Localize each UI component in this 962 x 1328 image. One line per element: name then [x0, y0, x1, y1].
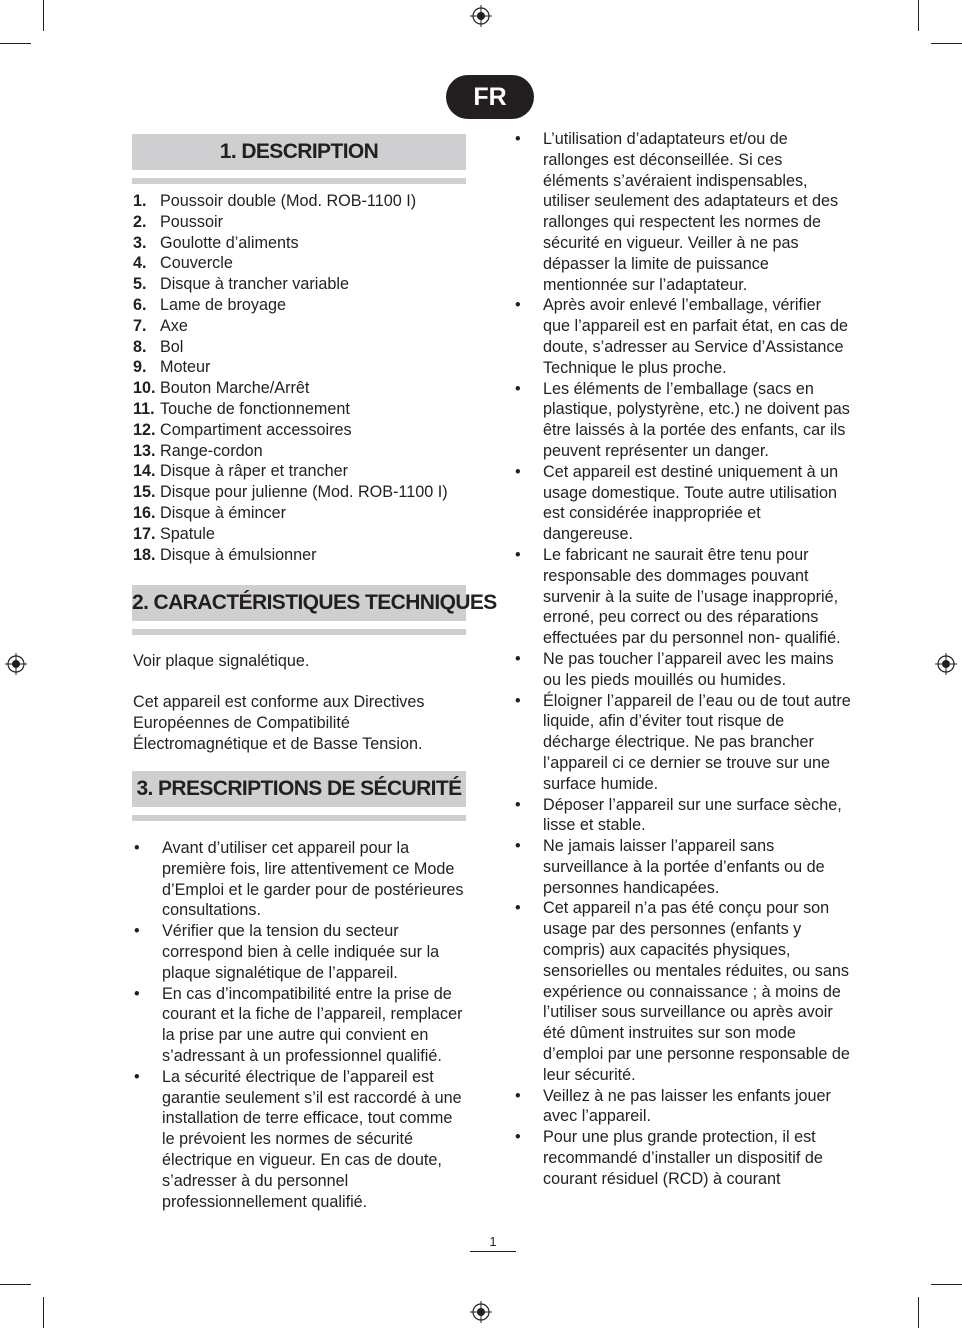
list-item: • Veillez à ne pas laisser les enfants jouer avec l’appareil.	[514, 1086, 851, 1128]
crop-mark	[43, 0, 44, 31]
list-item: 14. Disque à râper et trancher	[133, 462, 349, 481]
list-item: • Le fabricant ne saurait être tenu pour responsable des dommages pouvant survenir à la suite de l’usage inapproprié, erroné, peu correct ou des réparations effectuées par du personnel non- qualifié.	[514, 545, 851, 649]
list-item: 13. Range-cordon	[133, 441, 263, 460]
registration-mark-icon	[470, 1301, 492, 1323]
section-rule	[132, 178, 466, 184]
crop-mark	[0, 43, 31, 44]
list-item: 16. Disque à émincer	[133, 503, 286, 522]
list-item: 9. Moteur	[133, 358, 211, 377]
page-number: 1	[489, 1234, 497, 1249]
crop-mark	[931, 1284, 962, 1285]
list-item: 3. Goulotte d’aliments	[133, 233, 299, 252]
list-item: • Ne pas toucher l’appareil avec les mains ou les pieds mouillés ou humides.	[514, 649, 851, 691]
section-rule	[132, 629, 466, 635]
section-rule	[132, 815, 466, 821]
list-item: • Vérifier que la tension du secteur correspond bien à celle indiquée sur la plaque signalétique de l’appareil.	[133, 921, 465, 983]
list-item: • Pour une plus grande protection, il est recommandé d’installer un dispositif de courant résiduel (RCD) à courant	[514, 1127, 851, 1189]
list-item: • Ne jamais laisser l’appareil sans surveillance à la portée d’enfants ou de personnes handicapées.	[514, 836, 851, 898]
crop-mark	[918, 1297, 919, 1328]
technical-conformity-note: Cet appareil est conforme aux Directives Européennes de Compatibilité Électromagnétique et de Basse Tension.	[133, 693, 425, 753]
safety-list-right	[514, 129, 851, 1190]
list-item: 15. Disque pour julienne (Mod. ROB-1100 I)	[133, 483, 448, 502]
list-item: • Les éléments de l’emballage (sacs en plastique, polystyrène, etc.) ne doivent pas être laissés à la portée des enfants, car ils peuvent représenter un danger.	[514, 379, 851, 462]
registration-mark-icon	[470, 5, 492, 27]
list-item: 2. Poussoir	[133, 212, 223, 231]
registration-mark-icon	[5, 653, 27, 675]
list-item: 4. Couvercle	[133, 254, 233, 273]
list-item: 7. Axe	[133, 316, 188, 335]
list-item: 8. Bol	[133, 337, 184, 356]
list-item: 6. Lame de broyage	[133, 295, 286, 314]
crop-mark	[0, 1284, 31, 1285]
list-item: 17. Spatule	[133, 524, 215, 543]
list-item: • L’utilisation d’adaptateurs et/ou de rallonges est déconseillée. Si ces éléments s’avéraient indispensables, utiliser seulement des adaptateurs et des rallonges qui respectent les normes de sécurité en vigueur. Veiller à ne pas dépasser la limite de puissance mentionnée sur l’adaptateur.	[514, 129, 851, 295]
section-heading-description: 1. DESCRIPTION	[132, 134, 466, 170]
language-badge: FR	[446, 75, 534, 119]
list-item: 18. Disque à émulsionner	[133, 545, 317, 564]
list-item: 12. Compartiment accessoires	[133, 420, 352, 439]
list-item: • Cet appareil est destiné uniquement à un usage domestique. Toute autre utilisation est considérée inappropriée et dangereuse.	[514, 462, 851, 545]
crop-mark	[931, 43, 962, 44]
technical-plate-note: Voir plaque signalétique.	[133, 652, 310, 670]
list-item: • Déposer l’appareil sur une surface sèche, lisse et stable.	[514, 795, 851, 837]
section-heading-safety: 3. PRESCRIPTIONS DE SÉCURITÉ	[132, 771, 466, 807]
description-list	[133, 191, 473, 565]
safety-list-left	[133, 838, 465, 1212]
list-item: • Après avoir enlevé l’emballage, vérifier que l’appareil est en parfait état, en cas de doute, s’adresser au Service d’Assistance Technique le plus proche.	[514, 295, 851, 378]
page-number-rule	[470, 1251, 516, 1252]
list-item: 5. Disque à trancher variable	[133, 275, 349, 294]
crop-mark	[918, 0, 919, 31]
list-item: 11. Touche de fonctionnement	[133, 399, 350, 418]
list-item: • La sécurité électrique de l’appareil est garantie seulement s’il est raccordé à une installation de terre efficace, tout comme le prévoient les normes de sécurité électrique en vigueur. En cas de doute, s’adresser à du personnel professionnellement qualifié.	[133, 1067, 465, 1213]
crop-mark	[43, 1297, 44, 1328]
list-item: • Éloigner l’appareil de l’eau ou de tout autre liquide, afin d’éviter tout risque de décharge électrique. Ne pas brancher l’appareil ci ce dernier se trouve sur une surface humide.	[514, 691, 851, 795]
list-item: 1. Poussoir double (Mod. ROB-1100 I)	[133, 192, 417, 210]
list-item: • Avant d’utiliser cet appareil pour la première fois, lire attentivement ce Mode d’Emploi et le garder pour de postérieures consultations.	[133, 838, 465, 921]
list-item: • En cas d’incompatibilité entre la prise de courant et la fiche de l’appareil, remplacer la prise par une autre qui convient en s’adressant à un professionnel qualifié.	[133, 984, 465, 1067]
section-heading-technical: 2. CARACTÉRISTIQUES TECHNIQUES	[132, 585, 466, 621]
list-item: 10. Bouton Marche/Arrêt	[133, 379, 310, 398]
registration-mark-icon	[935, 653, 957, 675]
list-item: • Cet appareil n’a pas été conçu pour son usage par des personnes (enfants y compris) aux capacités physiques, sensorielles ou mentales réduites, ou sans expérience ou connaissance ; à moins de l’utiliser sous surveillance ou après avoir été dûment instruites sur son mode d’emploi par une personne responsable de leur sécurité.	[514, 898, 851, 1085]
